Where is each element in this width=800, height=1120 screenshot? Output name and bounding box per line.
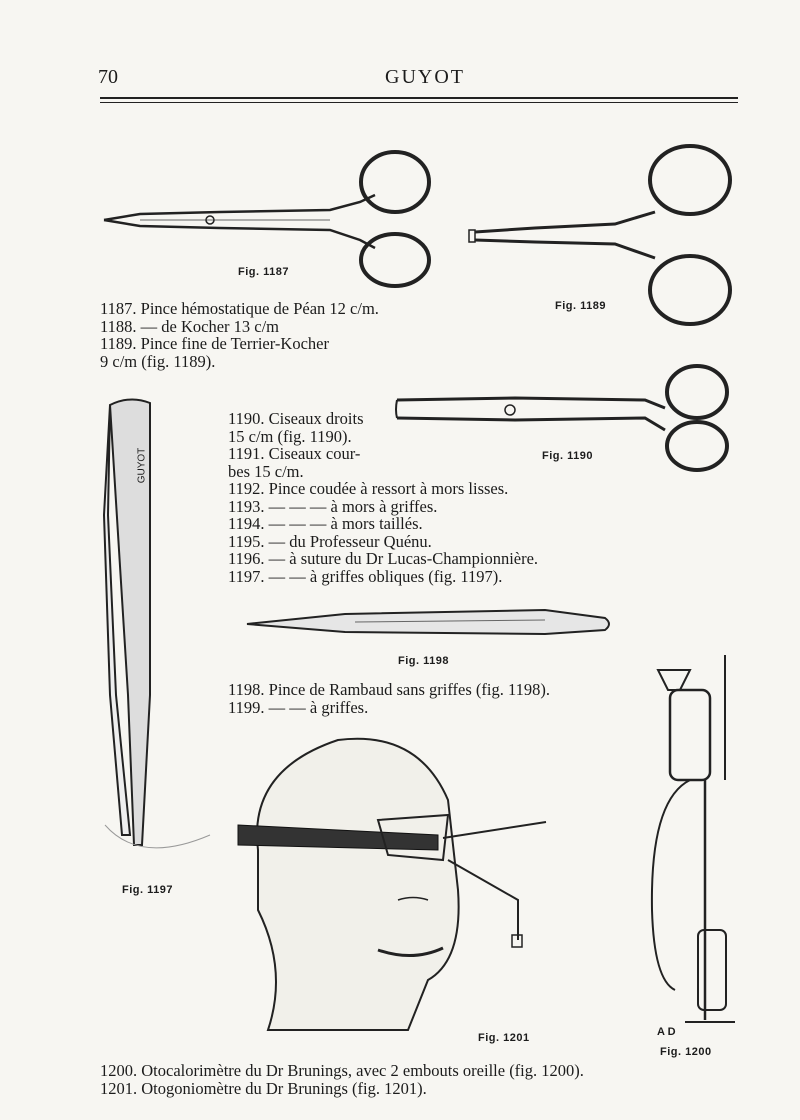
entry-1193: 1193. — — — à mors à griffes. xyxy=(228,496,438,516)
entry-1197: 1197. — — à griffes obliques (fig. 1197). xyxy=(228,566,503,586)
figure-caption-1190: Fig. 1190 xyxy=(542,450,593,462)
header-rule xyxy=(100,97,738,99)
figure-caption-1201: Fig. 1201 xyxy=(478,1032,530,1044)
otocalorimeter-1200-illustration xyxy=(630,650,740,1030)
otogoniometer-1201-illustration xyxy=(228,730,558,1040)
entries-1198-1199 xyxy=(228,681,550,716)
figure-caption-1197: Fig. 1197 xyxy=(122,884,173,896)
entry-1189-cont: 9 c/m (fig. 1189). xyxy=(100,351,216,371)
figure-caption-1198: Fig. 1198 xyxy=(398,655,449,667)
label-ad: A D xyxy=(657,1026,676,1038)
entry-1201: 1201. Otogoniomètre du Dr Brunings (fig. 1201). xyxy=(100,1078,427,1098)
entry-1198: 1198. Pince de Rambaud sans griffes (fig. 1198). xyxy=(228,680,550,699)
forceps-1198-illustration xyxy=(245,600,615,645)
entries-1190-1197 xyxy=(228,410,538,585)
entry-1190-cont: 15 c/m (fig. 1190). xyxy=(228,426,352,446)
entry-1191-cont: bes 15 c/m. xyxy=(228,461,304,481)
entries-1187-1189 xyxy=(100,300,379,370)
figure-caption-1189: Fig. 1189 xyxy=(555,300,606,312)
entry-1200: 1200. Otocalorimètre du Dr Brunings, avec 2 embouts oreille (fig. 1200). xyxy=(100,1061,584,1080)
running-title: GUYOT xyxy=(385,66,465,88)
entries-1200-1201 xyxy=(100,1062,584,1097)
entry-1191: 1191. Ciseaux cour- xyxy=(228,444,361,463)
page-number: 70 xyxy=(98,66,118,88)
header-rule-thin xyxy=(100,102,738,103)
entry-1188: 1188. — de Kocher 13 c/m xyxy=(100,316,280,336)
figure-caption-1187: Fig. 1187 xyxy=(238,266,289,278)
entry-1194: 1194. — — — à mors taillés. xyxy=(228,514,423,533)
forceps-1197-illustration xyxy=(100,395,215,875)
entry-1199: 1199. — — à griffes. xyxy=(228,697,369,717)
entry-1190: 1190. Ciseaux droits xyxy=(228,409,364,428)
entry-1189: 1189. Pince fine de Terrier-Kocher xyxy=(100,334,329,353)
entry-1196: 1196. — à suture du Dr Lucas-Championnière. xyxy=(228,549,539,568)
entry-1192: 1192. Pince coudée à ressort à mors lisses. xyxy=(228,479,509,498)
entry-1187: 1187. Pince hémostatique de Péan 12 c/m. xyxy=(100,299,379,318)
entry-1195: 1195. — du Professeur Quénu. xyxy=(228,531,432,551)
engraved-brand-1197: GUYOT xyxy=(136,447,148,484)
figure-caption-1200: Fig. 1200 xyxy=(660,1046,712,1058)
